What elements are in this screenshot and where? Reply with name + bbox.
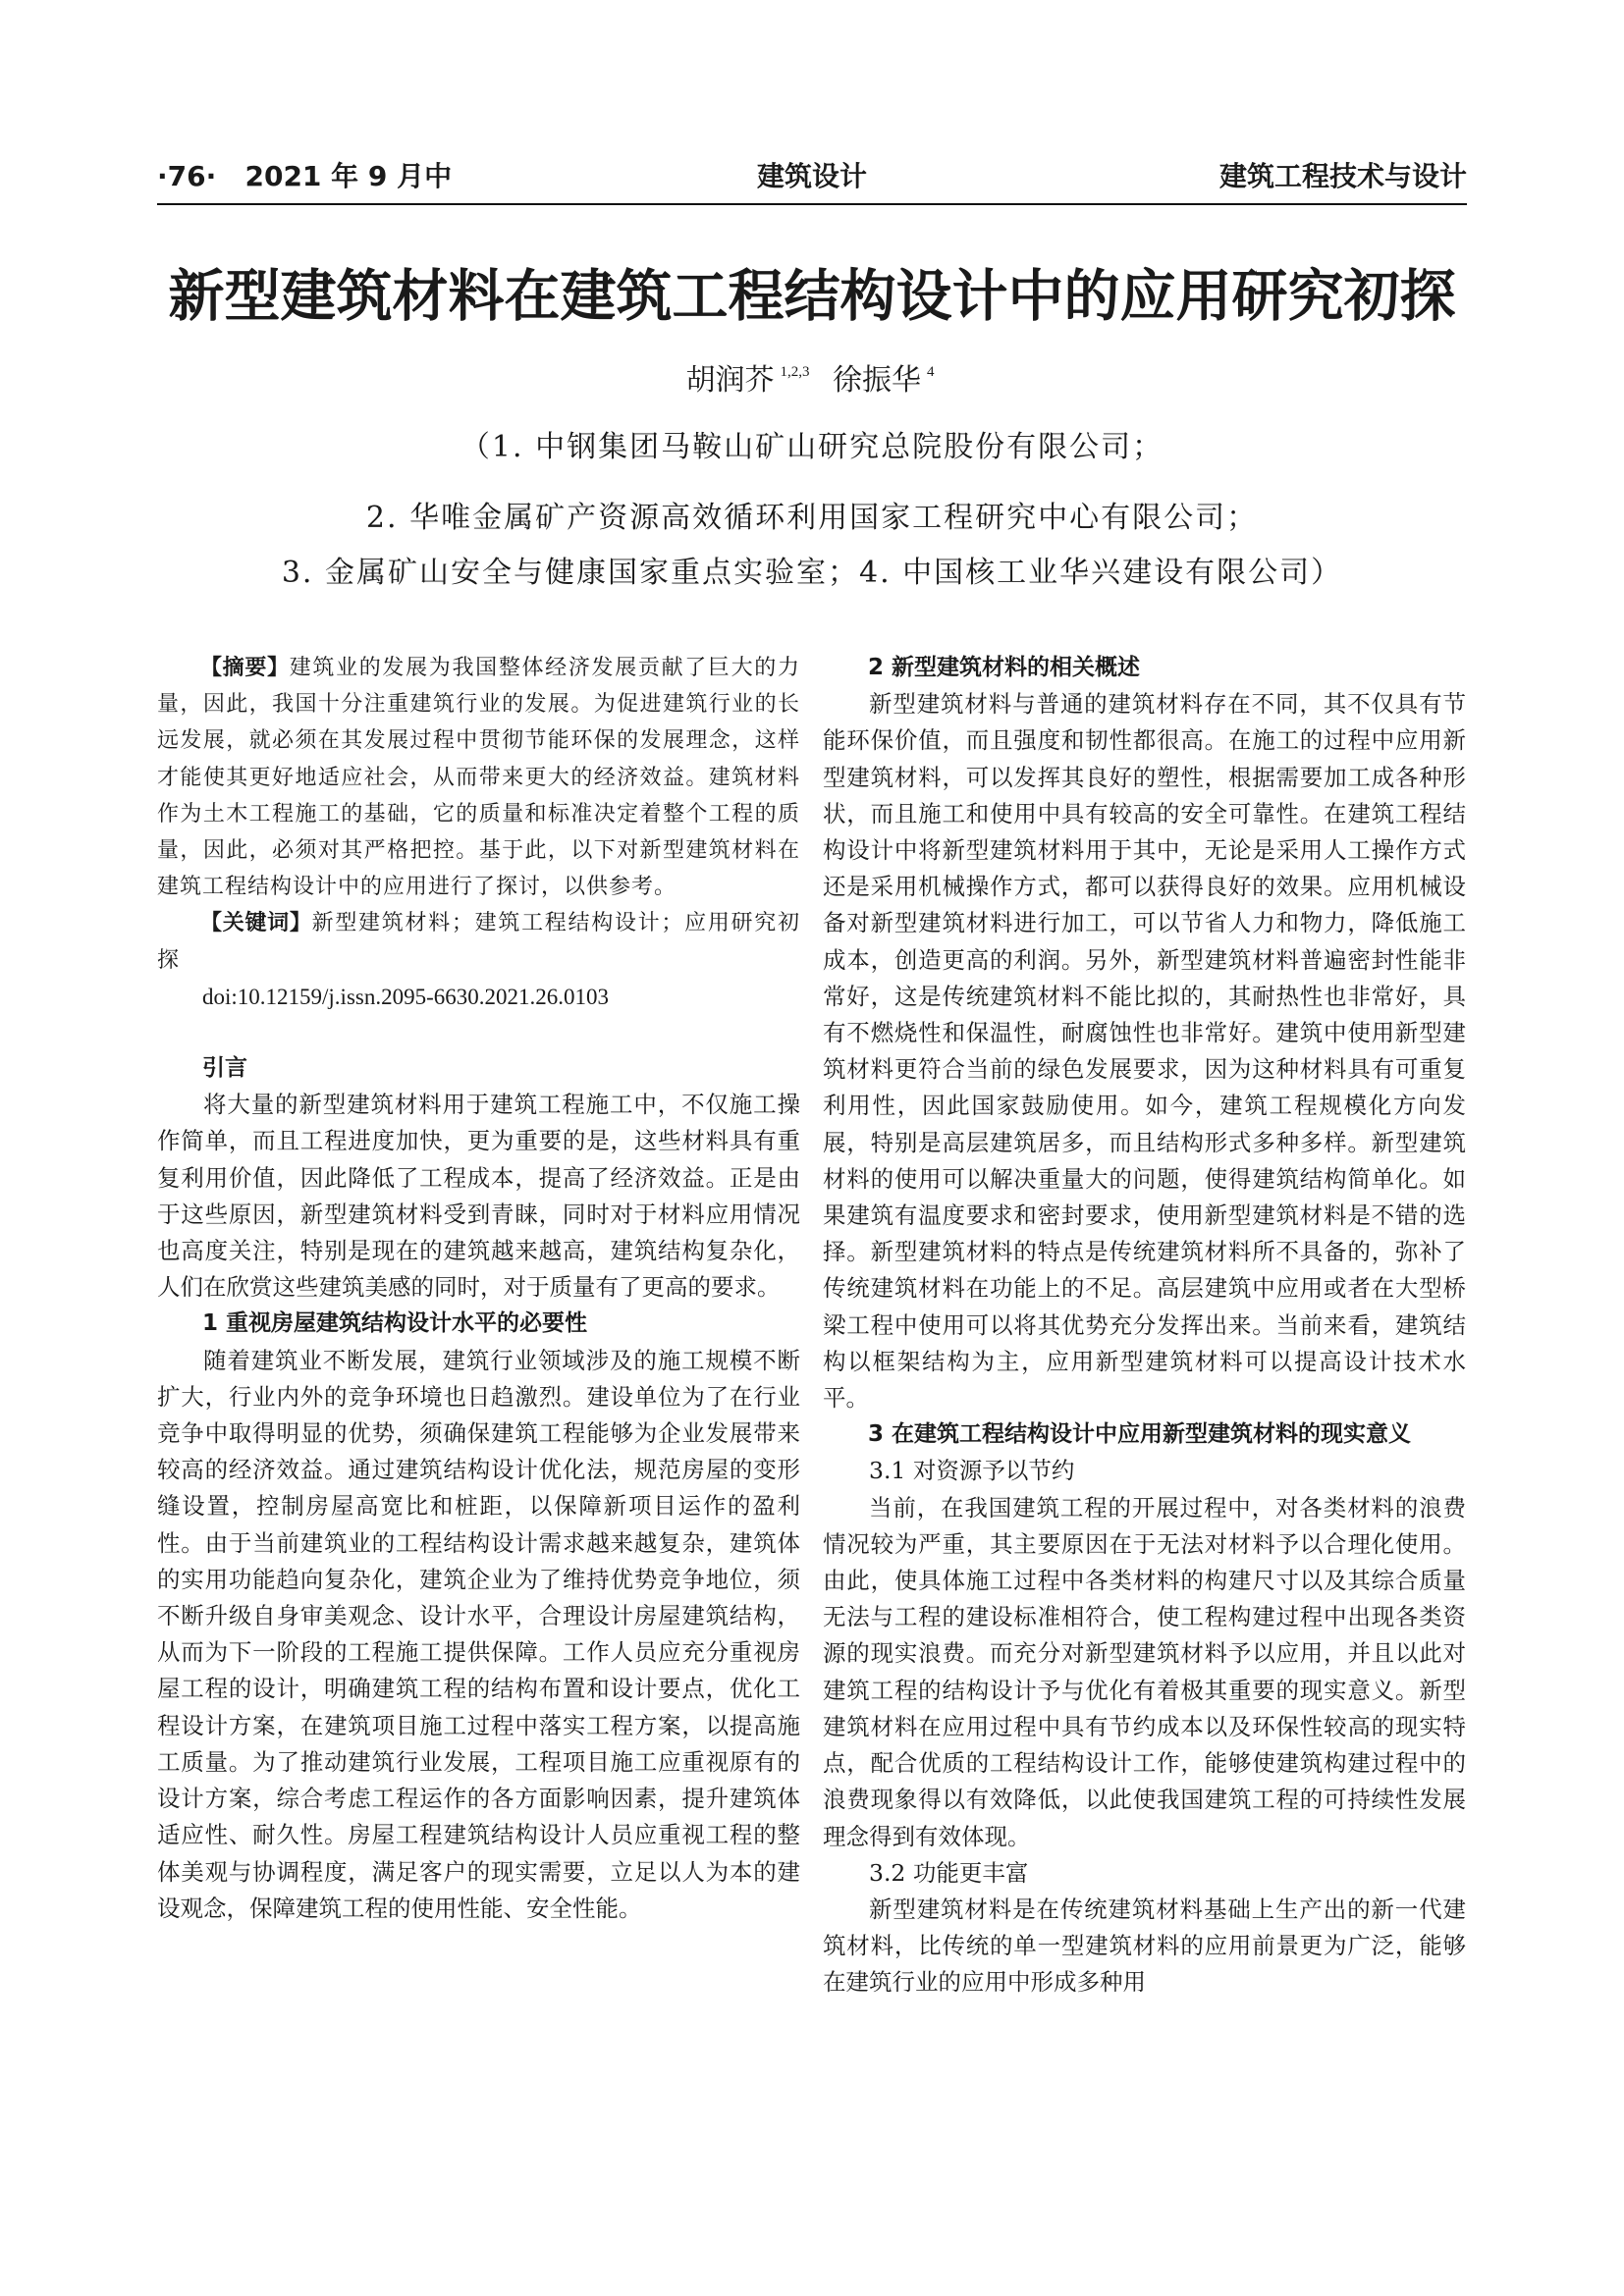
doi: doi:10.12159/j.issn.2095-6630.2021.26.0103 [202, 984, 610, 1009]
subsection-3-2-paragraph: 新型建筑材料是在传统建筑材料基础上生产出的新一代建筑材料，比传统的单一型建筑材料的应用前景更为广泛，能够在建筑行业的应用中形成多种用 [823, 1895, 1466, 1997]
section-1-heading: 1 重视房屋建筑结构设计水平的必要性 [202, 1310, 588, 1337]
author-affiliation-mark: 4 [927, 364, 935, 380]
subsection-3-2-heading: 3.2 功能更丰富 [869, 1858, 1029, 1887]
header-journal-name: 建筑工程技术与设计 [1218, 160, 1467, 192]
subsection-3-1-paragraph: 当前，在我国建筑工程的开展过程中，对各类材料的浪费情况较为严重，其主要原因在于无法对材料予以合理化使用。由此，使具体施工过程中各类材料的构建尺寸以及其综合质量无法与工程的建设标准相符合，使工程构建过程中出现各类资源的现实浪费。而充分对新型建筑材料予以应用，并且以此对建筑工程的结构设计予与优化有着极其重要的现实意义。新型建筑材料在应用过程中具有节约成本以及环保性较高的现实特点，配合优质的工程结构设计工作，能够使建筑构建过程中的浪费现象得以有效降低，以此使我国建筑工程的可持续性发展理念得到有效体现。 [823, 1493, 1466, 1850]
keywords-text: 新型建筑材料；建筑工程结构设计；应用研究初探 [157, 911, 800, 973]
author-affiliation-mark: 1,2,3 [780, 364, 810, 380]
section-2-heading: 2 新型建筑材料的相关概述 [868, 655, 1141, 680]
header-page-date: ·76· 2021 年 9 月中 [157, 160, 453, 192]
affiliation-line: （1. 中钢集团马鞍山矿山研究总院股份有限公司； [460, 430, 1164, 464]
keywords-label: 【关键词】 [200, 911, 312, 936]
abstract [157, 650, 800, 905]
running-header [157, 155, 1467, 198]
affiliation-line: 2. 华唯金属矿产资源高效循环利用国家工程研究中心有限公司； [365, 501, 1259, 535]
affiliation-line: 3. 金属矿山安全与健康国家重点实验室；4. 中国核工业华兴建设有限公司） [281, 556, 1343, 590]
header-rule [157, 203, 1467, 205]
author-line [0, 355, 1624, 399]
abstract-label: 【摘要】 [200, 656, 290, 680]
author-name: 徐振华 [833, 363, 922, 398]
section-2-paragraph: 新型建筑材料与普通的建筑材料存在不同，其不仅具有节能环保价值，而且强度和韧性都很高。在施工的过程中应用新型建筑材料，可以发挥其良好的塑性，根据需要加工成各种形状，而且施工和使用中具有较高的安全可靠性。在建筑工程结构设计中将新型建筑材料用于其中，无论是采用人工操作方式还是采用机械操作方式，都可以获得良好的效果。应用机械设备对新型建筑材料进行加工，可以节省人力和物力，降低施工成本，创造更高的利润。另外，新型建筑材料普遍密封性能非常好，这是传统建筑材料不能比拟的，其耐热性也非常好，具有不燃烧性和保温性，耐腐蚀性也非常好。建筑中使用新型建筑材料更符合当前的绿色发展要求，因为这种材料具有可重复利用性，因此国家鼓励使用。如今，建筑工程规模化方向发展，特别是高层建筑居多，而且结构形式多种多样。新型建筑材料的使用可以解决重量大的问题，使得建筑结构简单化。如果建筑有温度要求和密封要求，使用新型建筑材料是不错的选择。新型建筑材料的特点是传统建筑材料所不具备的，弥补了传统建筑材料在功能上的不足。高层建筑中应用或者在大型桥梁工程中使用可以将其优势充分发挥出来。当前来看，建筑结构以框架结构为主，应用新型建筑材料可以提高设计技术水平。 [823, 690, 1466, 1413]
left-column [157, 650, 800, 1927]
intro-paragraph: 将大量的新型建筑材料用于建筑工程施工中，不仅施工操作简单，而且工程进度加快，更为重要的是，这些材料具有重复利用价值，因此降低了工程成本，提高了经济效益。正是由于这些原因，新型建筑材料受到青睐，同时对于材料应用情况也高度关注，特别是现在的建筑越来越高，建筑结构复杂化，人们在欣赏这些建筑美感的同时，对于质量有了更高的要求。 [157, 1091, 800, 1302]
subsection-3-1-heading: 3.1 对资源予以节约 [869, 1457, 1075, 1485]
section-3-heading: 3 在建筑工程结构设计中应用新型建筑材料的现实意义 [868, 1421, 1412, 1448]
intro-heading: 引言 [202, 1055, 247, 1082]
section-1-paragraph: 随着建筑业不断发展，建筑行业领域涉及的施工规模不断扩大，行业内外的竞争环境也日趋激烈。建设单位为了在行业竞争中取得明显的优势，须确保建筑工程能够为企业发展带来较高的经济效益。通过建筑结构设计优化法，规范房屋的变形缝设置，控制房屋高宽比和桩距，以保障新项目运作的盈利性。由于当前建筑业的工程结构设计需求越来越复杂，建筑体的实用功能趋向复杂化，建筑企业为了维持优势竞争地位，须不断升级自身审美观念、设计水平，合理设计房屋建筑结构，从而为下一阶段的工程施工提供保障。工作人员应充分重视房屋工程的设计，明确建筑工程的结构布置和设计要点，优化工程设计方案，在建筑项目施工过程中落实工程方案，以提高施工质量。为了推动建筑行业发展，工程项目施工应重视原有的设计方案，综合考虑工程运作的各方面影响因素，提升建筑体适应性、耐久性。房屋工程建筑结构设计人员应重视工程的整体美观与协调程度，满足客户的现实需要，立足以人为本的建设观念，保障建筑工程的使用性能、安全性能。 [157, 1346, 800, 1922]
author-name: 胡润芥 [685, 363, 775, 398]
keywords [157, 905, 800, 978]
header-section: 建筑设计 [756, 160, 867, 192]
abstract-text: 建筑业的发展为我国整体经济发展贡献了巨大的力量，因此，我国十分注重建筑行业的发展。为促进建筑行业的长远发展，就必须在其发展过程中贯彻节能环保的发展理念，这样才能使其更好地适应社会，从而带来更大的经济效益。建筑材料作为土木工程施工的基础，它的质量和标准决定着整个工程的质量，因此，必须对其严格把控。基于此，以下对新型建筑材料在建筑工程结构设计中的应用进行了探讨，以供参考。 [157, 656, 800, 900]
article-title: 新型建筑材料在建筑工程结构设计中的应用研究初探 [168, 263, 1456, 329]
right-column [823, 650, 1466, 2002]
